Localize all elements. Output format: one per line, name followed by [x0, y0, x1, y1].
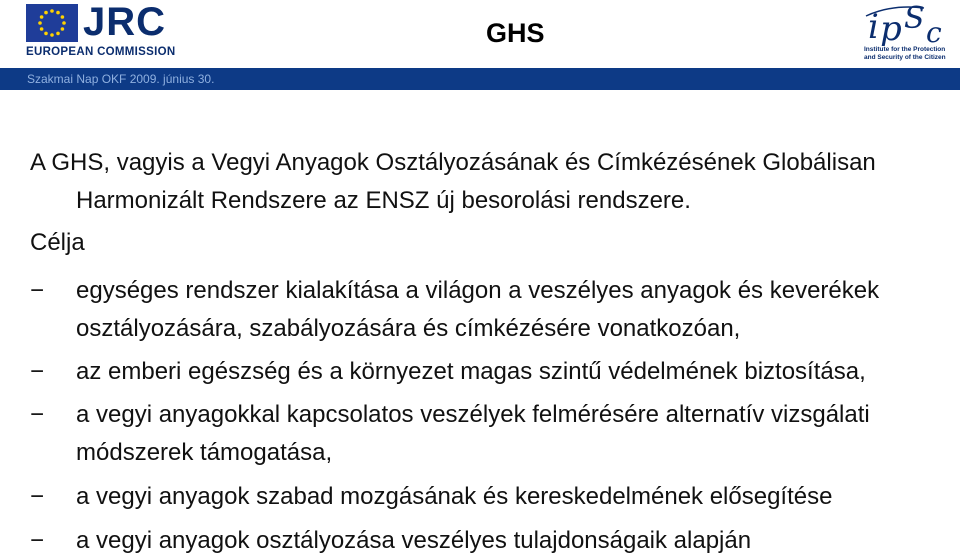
bullet-dash: −: [30, 527, 45, 554]
bullet-5-line-1: a vegyi anyagok osztályozása veszélyes tulajdonságaik alapján: [76, 527, 752, 554]
svg-text:c: c: [926, 16, 942, 46]
bullet-1-line-2: osztályozására, szabályozására és címkézésére vonatkozóan,: [76, 315, 741, 342]
bullet-dash: −: [30, 401, 45, 428]
european-commission-label: EUROPEAN COMMISSION: [26, 46, 176, 58]
bullet-1-line-1: egységes rendszer kialakítása a világon a veszélyes anyagok és keverékek: [76, 277, 880, 304]
ipsc-caption-line-1: Institute for the Protection: [864, 46, 946, 53]
event-date-label: Szakmai Nap OKF 2009. június 30.: [27, 72, 215, 86]
ipsc-logo-mark-icon: [862, 2, 954, 46]
ipsc-caption-line-2: and Security of the Citizen: [864, 53, 946, 61]
bullet-4-line-1: a vegyi anyagok szabad mozgásának és kereskedelmének elősegítése: [76, 483, 833, 510]
intro-line-1: A GHS, vagyis a Vegyi Anyagok Osztályozásának és Címkézésének Globálisan: [30, 149, 876, 176]
svg-text:i: i: [868, 7, 879, 46]
bullet-dash: −: [30, 358, 45, 385]
ipsc-logo: [862, 2, 954, 66]
goal-heading: Célja: [30, 229, 85, 256]
subtitle-bar: [0, 68, 960, 90]
bullet-2-line-1: az emberi egészség és a környezet magas szintű védelmének biztosítása,: [76, 358, 866, 385]
bullet-dash: −: [30, 483, 45, 510]
jrc-logo: [26, 0, 176, 62]
svg-text:p: p: [880, 9, 902, 46]
ipsc-caption: [864, 46, 956, 61]
eu-flag-icon: [26, 4, 78, 42]
jrc-wordmark: JRC: [83, 0, 167, 44]
slide-title: GHS: [486, 18, 545, 48]
bullet-3-line-1: a vegyi anyagokkal kapcsolatos veszélyek felmérésére alternatív vizsgálati: [76, 401, 870, 428]
bullet-3-line-2: módszerek támogatása,: [76, 439, 333, 466]
slide-header: [0, 0, 960, 72]
intro-line-2: Harmonizált Rendszere az ENSZ új besorolási rendszere.: [76, 187, 691, 214]
bullet-dash: −: [30, 277, 45, 304]
svg-text:S: S: [904, 2, 925, 36]
